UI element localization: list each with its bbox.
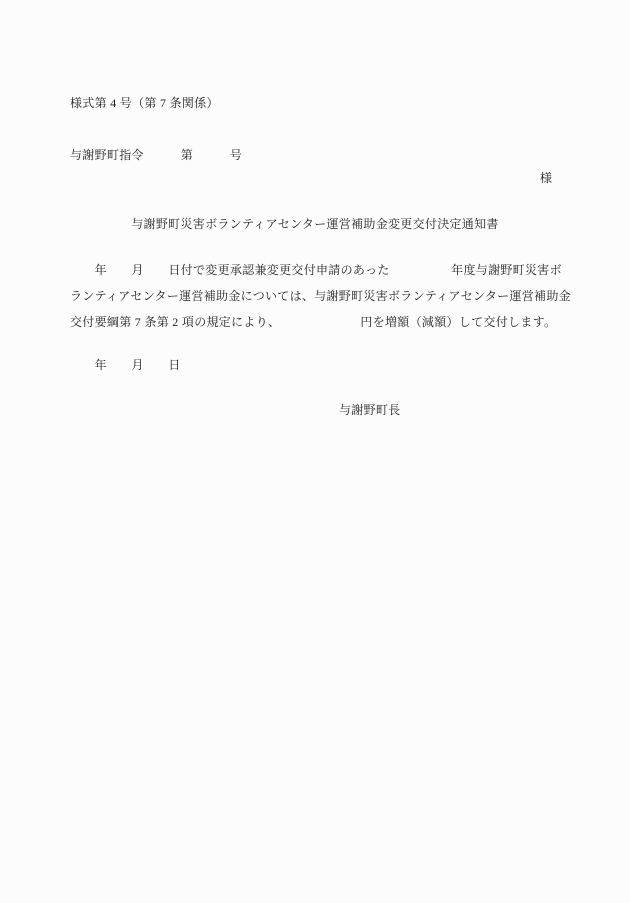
addressee-honorific: 様 xyxy=(540,171,553,185)
directive-number-line: 与謝野町指令 第 号 xyxy=(70,148,243,162)
signer-title: 与謝野町長 xyxy=(339,403,401,417)
document-title: 与謝野町災害ボランティアセンター運営補助金変更交付決定通知書 xyxy=(131,217,499,231)
form-number: 様式第 4 号（第 7 条関係） xyxy=(70,96,219,110)
issue-date-line: 年 月 日 xyxy=(70,358,181,372)
body-paragraph-line: 年 月 日付で変更承認兼変更交付申請のあった 年度与謝野町災害ボ xyxy=(70,263,562,277)
body-paragraph-line: 交付要綱第 7 条第 2 項の規定により、 円を増額（減額）して交付します。 xyxy=(70,315,557,329)
body-paragraph-line: ランティアセンター運営補助金については、与謝野町災害ボランティアセンター運営補助金 xyxy=(70,289,571,303)
